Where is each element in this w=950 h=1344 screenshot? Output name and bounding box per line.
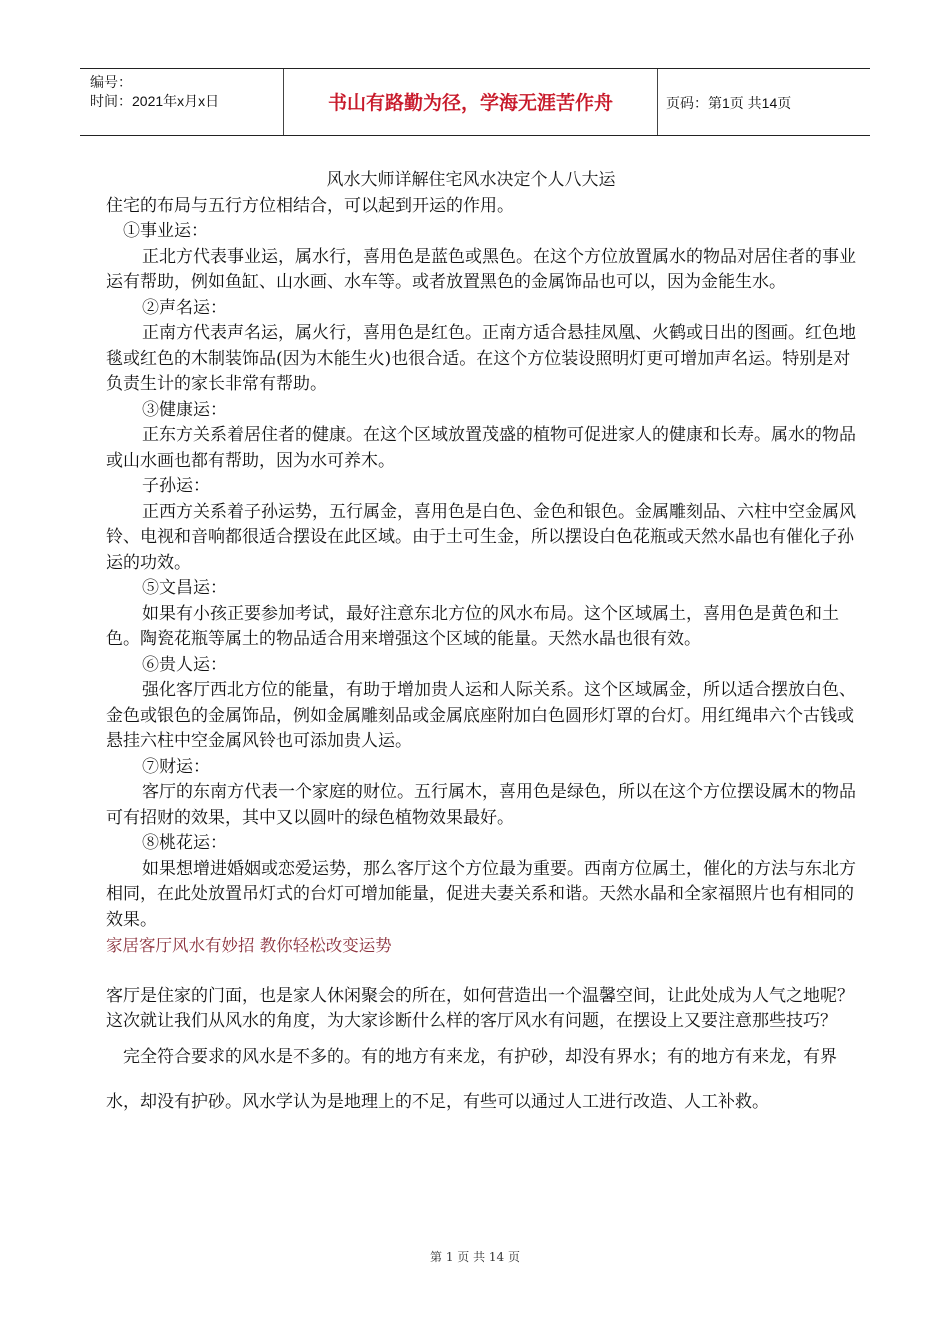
fengshui-paragraph: 完全符合要求的风水是不多的。有的地方有来龙，有护砂，却没有界水；有的地方有来龙，有界水，却没有护砂。风水学认为是地理上的不足，有些可以通过人工进行改造、人工补救。 [106,1046,837,1112]
section-body: 正南方代表声名运，属火行，喜用色是红色。正南方适合悬挂凤凰、火鹤或日出的图画。红色地毯或红色的木制装饰品(因为木能生火)也很合适。在这个方位装设照明灯更可增加声名运。特别是对负责生计的家长非常有帮助。 [106,323,856,394]
document-body [106,168,866,1125]
intro-text: 住宅的布局与五行方位相结合，可以起到开运的作用。 [106,195,514,216]
doc-title: 风水大师详解住宅风水决定个人八大运 [326,170,616,190]
section-heading: ①事业运： [123,221,208,241]
header-meta [80,69,282,135]
section-heading: 子孙运： [142,476,210,496]
section-body: 强化客厅西北方位的能量，有助于增加贵人运和人际关系。这个区域属金，所以适合摆放白色、金色或银色的金属饰品，例如金属雕刻品或金属底座附加白色圆形灯罩的台灯。用红绳串六个古钱或悬挂六柱中空金属风铃也可添加贵人运。 [106,680,856,751]
section-heading: ③健康运： [142,399,227,420]
section-body: 正北方代表事业运，属水行，喜用色是蓝色或黑色。在这个方位放置属水的物品对居住者的事业运有帮助，例如鱼缸、山水画、水车等。或者放置黑色的金属饰品也可以，因为金能生水。 [106,246,856,292]
living-room-paragraph: 客厅是住家的门面，也是家人休闲聚会的所在，如何营造出一个温馨空间，让此处成为人气之地呢？这次就让我们从风水的角度，为大家诊断什么样的客厅风水有问题，在摆设上又要注意那些技巧？ [106,985,854,1031]
section-body: 如果有小孩正要参加考试，最好注意东北方位的风水布局。这个区域属土，喜用色是黄色和土色。陶瓷花瓶等属土的物品适合用来增强这个区域的能量。天然水晶也很有效。 [106,603,839,649]
doc-time-label: 时间：2021年x月x日 [90,93,220,109]
spacer [106,959,866,984]
page-footer: 第 1 页 共 14 页 [430,1250,520,1264]
section-heading: ⑦财运： [142,756,210,777]
subheading: 家居客厅风水有妙招 教你轻松改变运势 [106,936,392,955]
page-header [80,68,870,136]
header-page-info: 页码：第1页 共14页 [666,95,792,111]
section-heading: ⑤文昌运： [142,578,227,598]
section-heading: ⑧桃花运： [142,833,227,853]
section-heading: ⑥贵人运： [142,654,227,675]
header-motto: 书山有路勤为径，学海无涯苦作舟 [283,69,658,135]
doc-number-label: 编号： [90,74,132,90]
section-body: 如果想增进婚姻或恋爱运势，那么客厅这个方位最为重要。西南方位属土，催化的方法与东北方相同，在此处放置吊灯式的台灯可增加能量，促进夫妻关系和谐。天然水晶和全家福照片也有相同的效果。 [106,858,856,930]
section-body: 客厅的东南方代表一个家庭的财位。五行属木，喜用色是绿色，所以在这个方位摆设属木的物品可有招财的效果，其中又以圆叶的绿色植物效果最好。 [106,782,856,828]
section-body: 正东方关系着居住者的健康。在这个区域放置茂盛的植物可促进家人的健康和长寿。属水的物品或山水画也都有帮助，因为水可养木。 [106,425,856,471]
section-body: 正西方关系着子孙运势，五行属金，喜用色是白色、金色和银色。金属雕刻品、六柱中空金属风铃、电视和音响都很适合摆设在此区域。由于土可生金，所以摆设白色花瓶或天然水晶也有催化子孙运的功效。 [106,501,856,573]
section-heading: ②声名运： [142,297,227,318]
